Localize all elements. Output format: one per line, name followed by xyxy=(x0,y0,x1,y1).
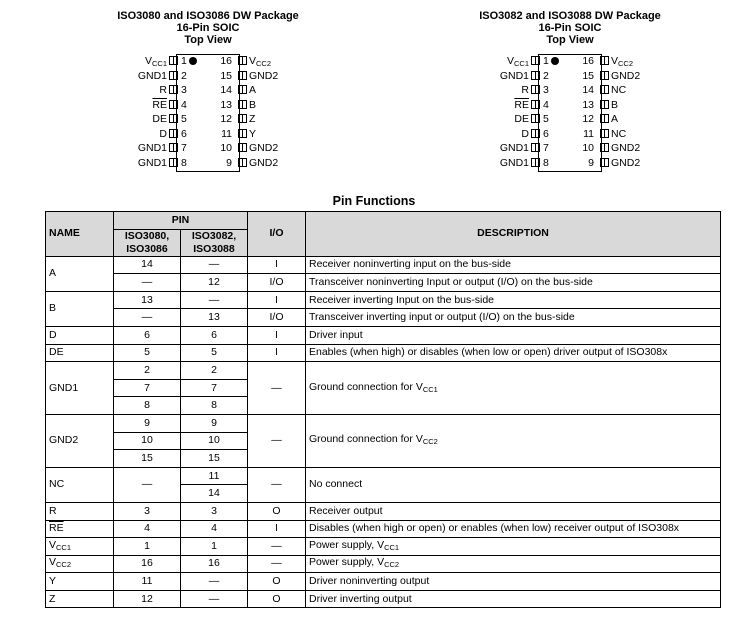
left-pin xyxy=(521,127,542,141)
io-cell: O xyxy=(248,502,306,520)
pin-number-iso3082: 4 xyxy=(181,520,248,538)
table-row xyxy=(46,309,721,327)
pin-number: 5 xyxy=(181,113,187,125)
package-iso3080-iso3086 xyxy=(38,10,378,176)
left-pin xyxy=(145,54,180,68)
description-cell xyxy=(306,555,721,573)
pin-lead-icon xyxy=(169,129,178,138)
pin-label: GND2 xyxy=(611,142,641,154)
pin-label-sub: CC1 xyxy=(513,59,529,68)
pin-number-iso3082: 6 xyxy=(181,326,248,344)
pin-name: GND2 xyxy=(49,434,79,447)
description-text: Transceiver inverting input or output (I/O) on the bus-side xyxy=(309,311,575,324)
left-pin xyxy=(507,54,542,68)
description-text: Power supply, V xyxy=(309,556,385,569)
pin-lead-icon xyxy=(169,143,178,152)
pin-number: 4 xyxy=(543,98,549,111)
description-sub: CC2 xyxy=(422,437,438,447)
header-name: NAME xyxy=(46,212,114,257)
pin-label: D xyxy=(159,127,167,140)
header-pin-iso3082-iso3088 xyxy=(181,229,248,256)
pin-number-iso3080: 2 xyxy=(114,362,181,380)
pin-number: 9 xyxy=(226,156,232,169)
right-pin xyxy=(598,69,640,83)
pin-number: 10 xyxy=(582,142,594,154)
pin-label-sub: CC2 xyxy=(618,59,634,68)
pin-label: R xyxy=(521,84,529,96)
pin-number: 9 xyxy=(588,156,594,169)
right-pin xyxy=(598,127,626,141)
description-cell xyxy=(306,256,721,274)
table-row xyxy=(46,538,721,556)
package-title-line: Top View xyxy=(184,34,232,46)
pin-lead-icon xyxy=(238,100,247,109)
description-sub: CC1 xyxy=(384,542,400,552)
pin-label: GND2 xyxy=(249,156,279,169)
description-cell xyxy=(306,520,721,538)
pin-number-iso3080: 16 xyxy=(114,555,181,573)
pin-name: R xyxy=(49,504,57,517)
pin-number: 7 xyxy=(543,142,549,154)
right-pin xyxy=(598,54,633,68)
table-row xyxy=(46,520,721,538)
pin-number-iso3082: — xyxy=(181,256,248,274)
pin-name-cell xyxy=(46,555,114,573)
pin-label: Z xyxy=(249,113,256,125)
table-row xyxy=(46,414,721,432)
description-sub: CC2 xyxy=(384,560,400,570)
left-pin xyxy=(152,112,180,126)
pin-name-cell xyxy=(46,256,114,291)
pin-number-iso3082: 13 xyxy=(181,309,248,327)
ic-diagram xyxy=(38,54,378,176)
pin-table-body xyxy=(46,256,721,608)
left-pin xyxy=(138,156,180,170)
table-row xyxy=(46,502,721,520)
pin-number-iso3082: — xyxy=(181,291,248,309)
pin-lead-icon xyxy=(600,56,609,65)
io-cell: O xyxy=(248,573,306,591)
pin-name: A xyxy=(49,267,57,280)
description-cell xyxy=(306,309,721,327)
right-pin xyxy=(598,156,640,170)
pin-lead-icon xyxy=(531,71,540,80)
io-cell: I xyxy=(248,520,306,538)
io-cell: — xyxy=(248,467,306,502)
pin-number: 11 xyxy=(583,127,594,140)
right-pin xyxy=(598,83,626,97)
pin-name-sub: CC2 xyxy=(56,560,72,570)
pin-number-iso3080: 10 xyxy=(114,432,181,450)
left-pin xyxy=(138,69,180,83)
header-description: DESCRIPTION xyxy=(306,212,721,257)
pin-lead-icon xyxy=(169,100,178,109)
description-cell xyxy=(306,502,721,520)
pin-label: D xyxy=(521,127,529,140)
package-title-line: 16-Pin SOIC xyxy=(538,22,602,34)
pin-name: V xyxy=(49,538,57,551)
pin-label: GND1 xyxy=(499,142,529,154)
pin-lead-icon xyxy=(531,85,540,94)
io-cell: I xyxy=(248,291,306,309)
io-cell: I xyxy=(248,326,306,344)
pin-lead-icon xyxy=(531,56,540,65)
pin-label: V xyxy=(611,55,619,67)
description-cell xyxy=(306,467,721,502)
pin-number: 16 xyxy=(582,55,594,67)
right-pin xyxy=(598,98,618,112)
package-title-line: 16-Pin SOIC xyxy=(176,22,240,34)
pin-number: 11 xyxy=(221,127,232,140)
pin-label-sub: CC2 xyxy=(256,59,272,68)
description-cell xyxy=(306,590,721,608)
pin-number-iso3080: — xyxy=(114,467,181,502)
left-pin xyxy=(514,98,542,112)
description-cell xyxy=(306,573,721,591)
pin-lead-icon xyxy=(169,71,178,80)
pin-number-iso3080: 11 xyxy=(114,573,181,591)
pin-number-iso3080: 1 xyxy=(114,538,181,556)
description-text: Receiver inverting Input on the bus-side xyxy=(309,293,495,306)
pin-label: NC xyxy=(611,127,627,140)
header-pin: PIN xyxy=(114,212,248,230)
pin-number-iso3082: 8 xyxy=(181,397,248,415)
pin-number: 10 xyxy=(220,142,232,154)
pin-name-cell xyxy=(46,573,114,591)
pin-name-cell xyxy=(46,520,114,538)
pin-number: 7 xyxy=(181,142,187,154)
left-pin xyxy=(514,112,542,126)
pin-lead-icon xyxy=(169,56,178,65)
right-pin xyxy=(236,98,256,112)
pin-name: $\overline{RE}$ xyxy=(49,522,64,535)
table-row xyxy=(46,344,721,362)
description-cell xyxy=(306,274,721,292)
pin-number-iso3082: 9 xyxy=(181,414,248,432)
header-line: ISO3082, xyxy=(191,229,237,242)
table-row xyxy=(46,467,721,485)
pin-label: Y xyxy=(249,127,257,140)
pin-number-iso3082: 2 xyxy=(181,362,248,380)
pin-lead-icon xyxy=(531,143,540,152)
pin-name: V xyxy=(49,556,57,569)
pin-number: 6 xyxy=(543,127,549,140)
pin-lead-icon xyxy=(169,114,178,123)
pin-number-iso3082: — xyxy=(181,590,248,608)
pin-name: GND1 xyxy=(49,381,79,394)
io-cell: — xyxy=(248,362,306,415)
pin-number-iso3080: 14 xyxy=(114,256,181,274)
right-pin xyxy=(236,141,278,155)
pin-number-iso3082: 7 xyxy=(181,379,248,397)
left-pin xyxy=(138,141,180,155)
io-cell: O xyxy=(248,590,306,608)
pin-number-iso3082: 11 xyxy=(181,467,248,485)
description-text: Receiver output xyxy=(309,504,383,517)
table-row xyxy=(46,590,721,608)
right-pin xyxy=(236,112,255,126)
pin-number: 5 xyxy=(543,113,549,125)
pin-lead-icon xyxy=(531,114,540,123)
pin-name: B xyxy=(49,302,57,315)
pin-name: D xyxy=(49,328,57,341)
description-text: Ground connection for V xyxy=(309,380,423,393)
pin-number-iso3080: 5 xyxy=(114,344,181,362)
pin-number-iso3080: — xyxy=(114,309,181,327)
left-pin xyxy=(152,98,180,112)
pin-number-iso3080: 8 xyxy=(114,397,181,415)
pin-number: 6 xyxy=(181,127,187,140)
pin-name-sub: CC1 xyxy=(56,542,72,552)
header-line: ISO3080, xyxy=(124,229,170,242)
pin-name-cell xyxy=(46,414,114,467)
pin-name-cell xyxy=(46,467,114,502)
pin-number: 2 xyxy=(181,69,187,82)
pin-number-iso3080: 3 xyxy=(114,502,181,520)
pin-label: V xyxy=(144,55,152,67)
pin-number: 12 xyxy=(220,113,232,125)
description-cell xyxy=(306,362,721,415)
pin-name-cell xyxy=(46,502,114,520)
right-pin xyxy=(598,141,640,155)
pin-lead-icon xyxy=(600,100,609,109)
pin-label: A xyxy=(249,84,257,96)
left-pin xyxy=(159,127,180,141)
pin-lead-icon xyxy=(238,56,247,65)
pin-number: 13 xyxy=(582,98,594,111)
pin-number: 2 xyxy=(543,69,549,82)
pin1-marker-icon xyxy=(189,57,197,65)
table-row xyxy=(46,362,721,380)
io-cell: — xyxy=(248,414,306,467)
pin-number-iso3082: 16 xyxy=(181,555,248,573)
pin-number-iso3080: 15 xyxy=(114,450,181,468)
pin-lead-icon xyxy=(238,71,247,80)
description-cell xyxy=(306,414,721,467)
pin-label: GND1 xyxy=(137,156,167,169)
package-title xyxy=(38,10,378,46)
pin-lead-icon xyxy=(238,114,247,123)
pin-number-iso3082: 14 xyxy=(181,485,248,503)
right-pin xyxy=(236,83,256,97)
pin-name: DE xyxy=(49,346,64,359)
description-text: Ground connection for V xyxy=(309,433,423,446)
table-row xyxy=(46,573,721,591)
io-cell: I xyxy=(248,344,306,362)
pin-name-cell xyxy=(46,344,114,362)
io-cell: I/O xyxy=(248,274,306,292)
pin-number-iso3082: 3 xyxy=(181,502,248,520)
pin-number-iso3082: — xyxy=(181,573,248,591)
pin-number: 14 xyxy=(220,84,232,96)
pin-label: GND2 xyxy=(611,69,641,82)
pin-label: GND1 xyxy=(137,69,167,82)
pin-number-iso3082: 12 xyxy=(181,274,248,292)
pin-number: 14 xyxy=(582,84,594,96)
right-pin xyxy=(236,69,278,83)
right-pin xyxy=(598,112,618,126)
pin-name-cell xyxy=(46,538,114,556)
pin-number-iso3080: 12 xyxy=(114,590,181,608)
pin-label: DE xyxy=(152,113,167,125)
description-text: Receiver noninverting input on the bus-side xyxy=(309,258,511,271)
pin-label: B xyxy=(611,98,619,111)
pin-label: GND2 xyxy=(611,156,641,169)
description-text: Power supply, V xyxy=(309,538,385,551)
pin-label: R xyxy=(159,84,167,96)
header-line: ISO3086 xyxy=(126,242,168,255)
pin-label: $\overline{RE}$ xyxy=(514,98,529,111)
pin-lead-icon xyxy=(238,143,247,152)
pin-lead-icon xyxy=(238,85,247,94)
description-text: No connect xyxy=(309,478,363,491)
description-sub: CC1 xyxy=(422,384,438,394)
package-title-line: ISO3080 and ISO3086 DW Package xyxy=(117,10,299,22)
pin-number: 3 xyxy=(181,84,187,96)
pin-number-iso3082: 1 xyxy=(181,538,248,556)
pin-number-iso3080: 6 xyxy=(114,326,181,344)
ic-diagram xyxy=(400,54,740,176)
pin-number-iso3080: 4 xyxy=(114,520,181,538)
pin-name-cell xyxy=(46,326,114,344)
table-row xyxy=(46,291,721,309)
pin-lead-icon xyxy=(600,129,609,138)
pin-functions-title: Pin Functions xyxy=(332,194,416,208)
pin-lead-icon xyxy=(600,85,609,94)
package-iso3082-iso3088 xyxy=(400,10,740,176)
io-cell: — xyxy=(248,555,306,573)
pin-number: 15 xyxy=(220,69,232,82)
pin-name-cell xyxy=(46,362,114,415)
table-row xyxy=(46,274,721,292)
io-cell: — xyxy=(248,538,306,556)
pin-number: 1 xyxy=(181,55,187,67)
pin-lead-icon xyxy=(600,71,609,80)
pin1-marker-icon xyxy=(551,57,559,65)
pin-lead-icon xyxy=(531,129,540,138)
pin-number: 15 xyxy=(582,69,594,82)
pin-name-cell xyxy=(46,590,114,608)
description-cell xyxy=(306,344,721,362)
description-text: Driver noninverting output xyxy=(309,575,430,588)
header-io: I/O xyxy=(248,212,306,257)
pin-lead-icon xyxy=(600,158,609,167)
pin-number-iso3080: 13 xyxy=(114,291,181,309)
right-pin xyxy=(236,127,256,141)
header-pin-iso3080-iso3086 xyxy=(114,229,181,256)
pin-lead-icon xyxy=(600,143,609,152)
description-text: Driver input xyxy=(309,328,363,341)
pin-label-sub: CC1 xyxy=(151,59,167,68)
pin-number-iso3082: 15 xyxy=(181,450,248,468)
pin-number-iso3080: 9 xyxy=(114,414,181,432)
package-title-line: ISO3082 and ISO3088 DW Package xyxy=(479,10,661,22)
pin-number: 13 xyxy=(220,98,232,111)
io-cell: I xyxy=(248,256,306,274)
pin-lead-icon xyxy=(238,158,247,167)
pin-lead-icon xyxy=(238,129,247,138)
pin-lead-icon xyxy=(531,158,540,167)
left-pin xyxy=(500,141,542,155)
pin-label: B xyxy=(249,98,257,111)
right-pin xyxy=(236,54,271,68)
pin-label: A xyxy=(611,113,619,125)
pin-label: GND2 xyxy=(249,142,279,154)
pin-number: 1 xyxy=(543,55,549,67)
left-pin xyxy=(159,83,180,97)
left-pin xyxy=(521,83,542,97)
pin-name: Z xyxy=(49,592,56,605)
pin-label: V xyxy=(506,55,514,67)
pin-number: 16 xyxy=(220,55,232,67)
description-text: Driver inverting output xyxy=(309,592,412,605)
header-line: ISO3088 xyxy=(193,242,235,255)
pin-lead-icon xyxy=(169,158,178,167)
pin-label: $\overline{RE}$ xyxy=(152,98,167,111)
description-cell xyxy=(306,291,721,309)
pin-name: Y xyxy=(49,575,57,588)
description-text: Transceiver noninverting Input or output (I/O) on the bus-side xyxy=(309,275,593,288)
right-pin xyxy=(236,156,278,170)
pin-number-iso3082: 5 xyxy=(181,344,248,362)
table-row xyxy=(46,555,721,573)
io-cell: I/O xyxy=(248,309,306,327)
pin-number: 8 xyxy=(543,156,549,169)
pin-label: NC xyxy=(611,84,627,96)
package-title xyxy=(400,10,740,46)
pin-number: 4 xyxy=(181,98,187,111)
description-cell xyxy=(306,538,721,556)
pin-label: GND2 xyxy=(249,69,279,82)
left-pin xyxy=(500,156,542,170)
pin-number-iso3080: — xyxy=(114,274,181,292)
pin-lead-icon xyxy=(169,85,178,94)
pin-number-iso3082: 10 xyxy=(181,432,248,450)
description-text: Enables (when high) or disables (when low or open) driver output of ISO308x xyxy=(309,346,668,359)
pin-number-iso3080: 7 xyxy=(114,379,181,397)
pin-number: 8 xyxy=(181,156,187,169)
pin-label: GND1 xyxy=(499,156,529,169)
pin-functions-table xyxy=(45,211,721,608)
pin-number: 12 xyxy=(582,113,594,125)
left-pin xyxy=(500,69,542,83)
description-cell xyxy=(306,326,721,344)
table-row xyxy=(46,326,721,344)
pin-lead-icon xyxy=(531,100,540,109)
pin-label: GND1 xyxy=(137,142,167,154)
package-title-line: Top View xyxy=(546,34,594,46)
pin-label: DE xyxy=(514,113,529,125)
pin-number: 3 xyxy=(543,84,549,96)
table-row xyxy=(46,256,721,274)
description-text: Disables (when high or open) or enables (when low) receiver output of ISO308x xyxy=(309,522,680,535)
pin-name-cell xyxy=(46,291,114,326)
pin-lead-icon xyxy=(600,114,609,123)
pin-label: V xyxy=(249,55,257,67)
pin-name: NC xyxy=(49,478,65,491)
pin-label: GND1 xyxy=(499,69,529,82)
